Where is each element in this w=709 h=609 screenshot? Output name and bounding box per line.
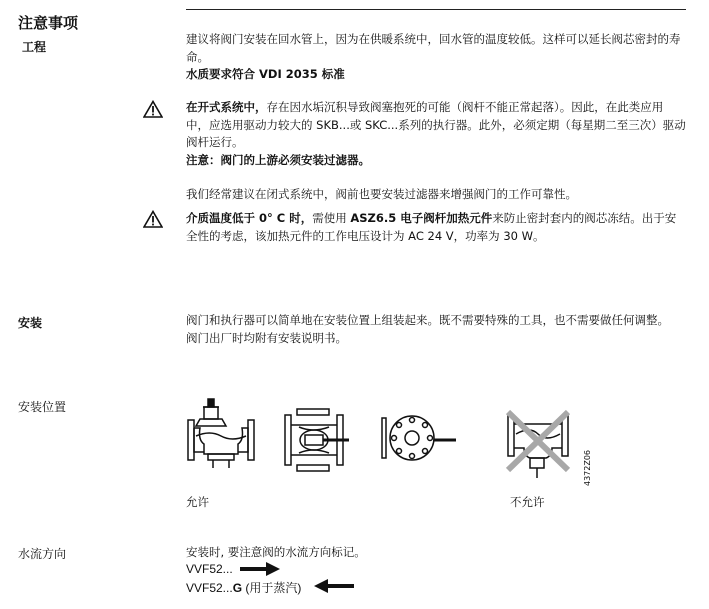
valve-front-figure	[380, 410, 460, 472]
model-steam-suffix: G	[232, 581, 243, 595]
frost-mid: 需使用	[312, 211, 351, 225]
water-quality-note: 水质要求符合 VDI 2035 标准	[186, 67, 345, 81]
figure-code: 4372Z06	[583, 449, 592, 486]
warning-triangle-icon	[143, 100, 163, 118]
section-installation-title: 安装	[18, 316, 43, 330]
section-position-title: 安装位置	[18, 400, 67, 414]
frost-text: 来防止密封套内的阀芯冻结。出于安全性的考虑，该加热元件的工作电压设计为 AC 24 V，功率为 30 W。	[186, 211, 677, 243]
open-system-warning	[186, 99, 686, 169]
engineering-paragraph	[186, 31, 686, 84]
model-steam: VVF52...	[186, 581, 233, 595]
open-system-text: 存在因水垢沉积导致阀塞抱死的可能（阀杆不能正常起落）。因此，在此类应用中，应选用驱动力较大的 SKB...或 SKC...系列的执行器。此外，必须定期（每星期二至三次）驱动阀杆运行。	[186, 100, 686, 149]
section-flow-title: 水流方向	[18, 547, 67, 561]
arrow-right-icon	[240, 562, 280, 576]
frost-warning	[186, 210, 686, 245]
arrow-left-icon	[314, 579, 354, 593]
flow-text: 安装时, 要注意阀的水流方向标记。	[186, 545, 366, 559]
header-rule	[186, 9, 686, 10]
page-heading: 注意事项	[18, 14, 79, 32]
warning-triangle-icon	[143, 210, 163, 228]
flow-line-steam	[186, 579, 301, 596]
open-system-lead: 在开式系统中，	[186, 100, 267, 114]
valve-upright-figure	[186, 396, 258, 474]
flow-line-water	[186, 562, 233, 576]
valve-inverted-figure	[502, 404, 582, 488]
frost-lead: 介质温度低于 0° C 时，	[186, 211, 313, 225]
not-allowed-label: 不允许	[510, 495, 545, 509]
section-engineering-title: 工程	[22, 40, 47, 54]
model-water: VVF52...	[186, 562, 233, 576]
filter-note: 注意：阀门的上游必须安装过滤器。	[186, 152, 370, 167]
heater-element-name: ASZ6.5 电子阀杆加热元件	[350, 211, 493, 225]
installation-text: 阀门和执行器可以简单地在安装位置上组装起来。既不需要特殊的工具，也不需要做任何调整。	[186, 313, 669, 327]
valve-horizontal-figure	[283, 405, 363, 473]
engineering-text: 建议将阀门安装在回水管上，因为在供暖系统中，回水管的温度较低。这样可以延长阀芯密封的寿命。	[186, 32, 681, 64]
closed-system-note: 我们经常建议在闭式系统中，阀前也要安装过滤器来增强阀门的工作可靠性。	[186, 187, 577, 201]
cross-out-icon	[508, 412, 568, 470]
allowed-label: 允许	[186, 495, 209, 509]
installation-instructions-note: 阀门出厂时均附有安装说明书。	[186, 330, 347, 345]
steam-note: (用于蒸汽)	[242, 581, 302, 595]
installation-paragraph	[186, 312, 686, 347]
